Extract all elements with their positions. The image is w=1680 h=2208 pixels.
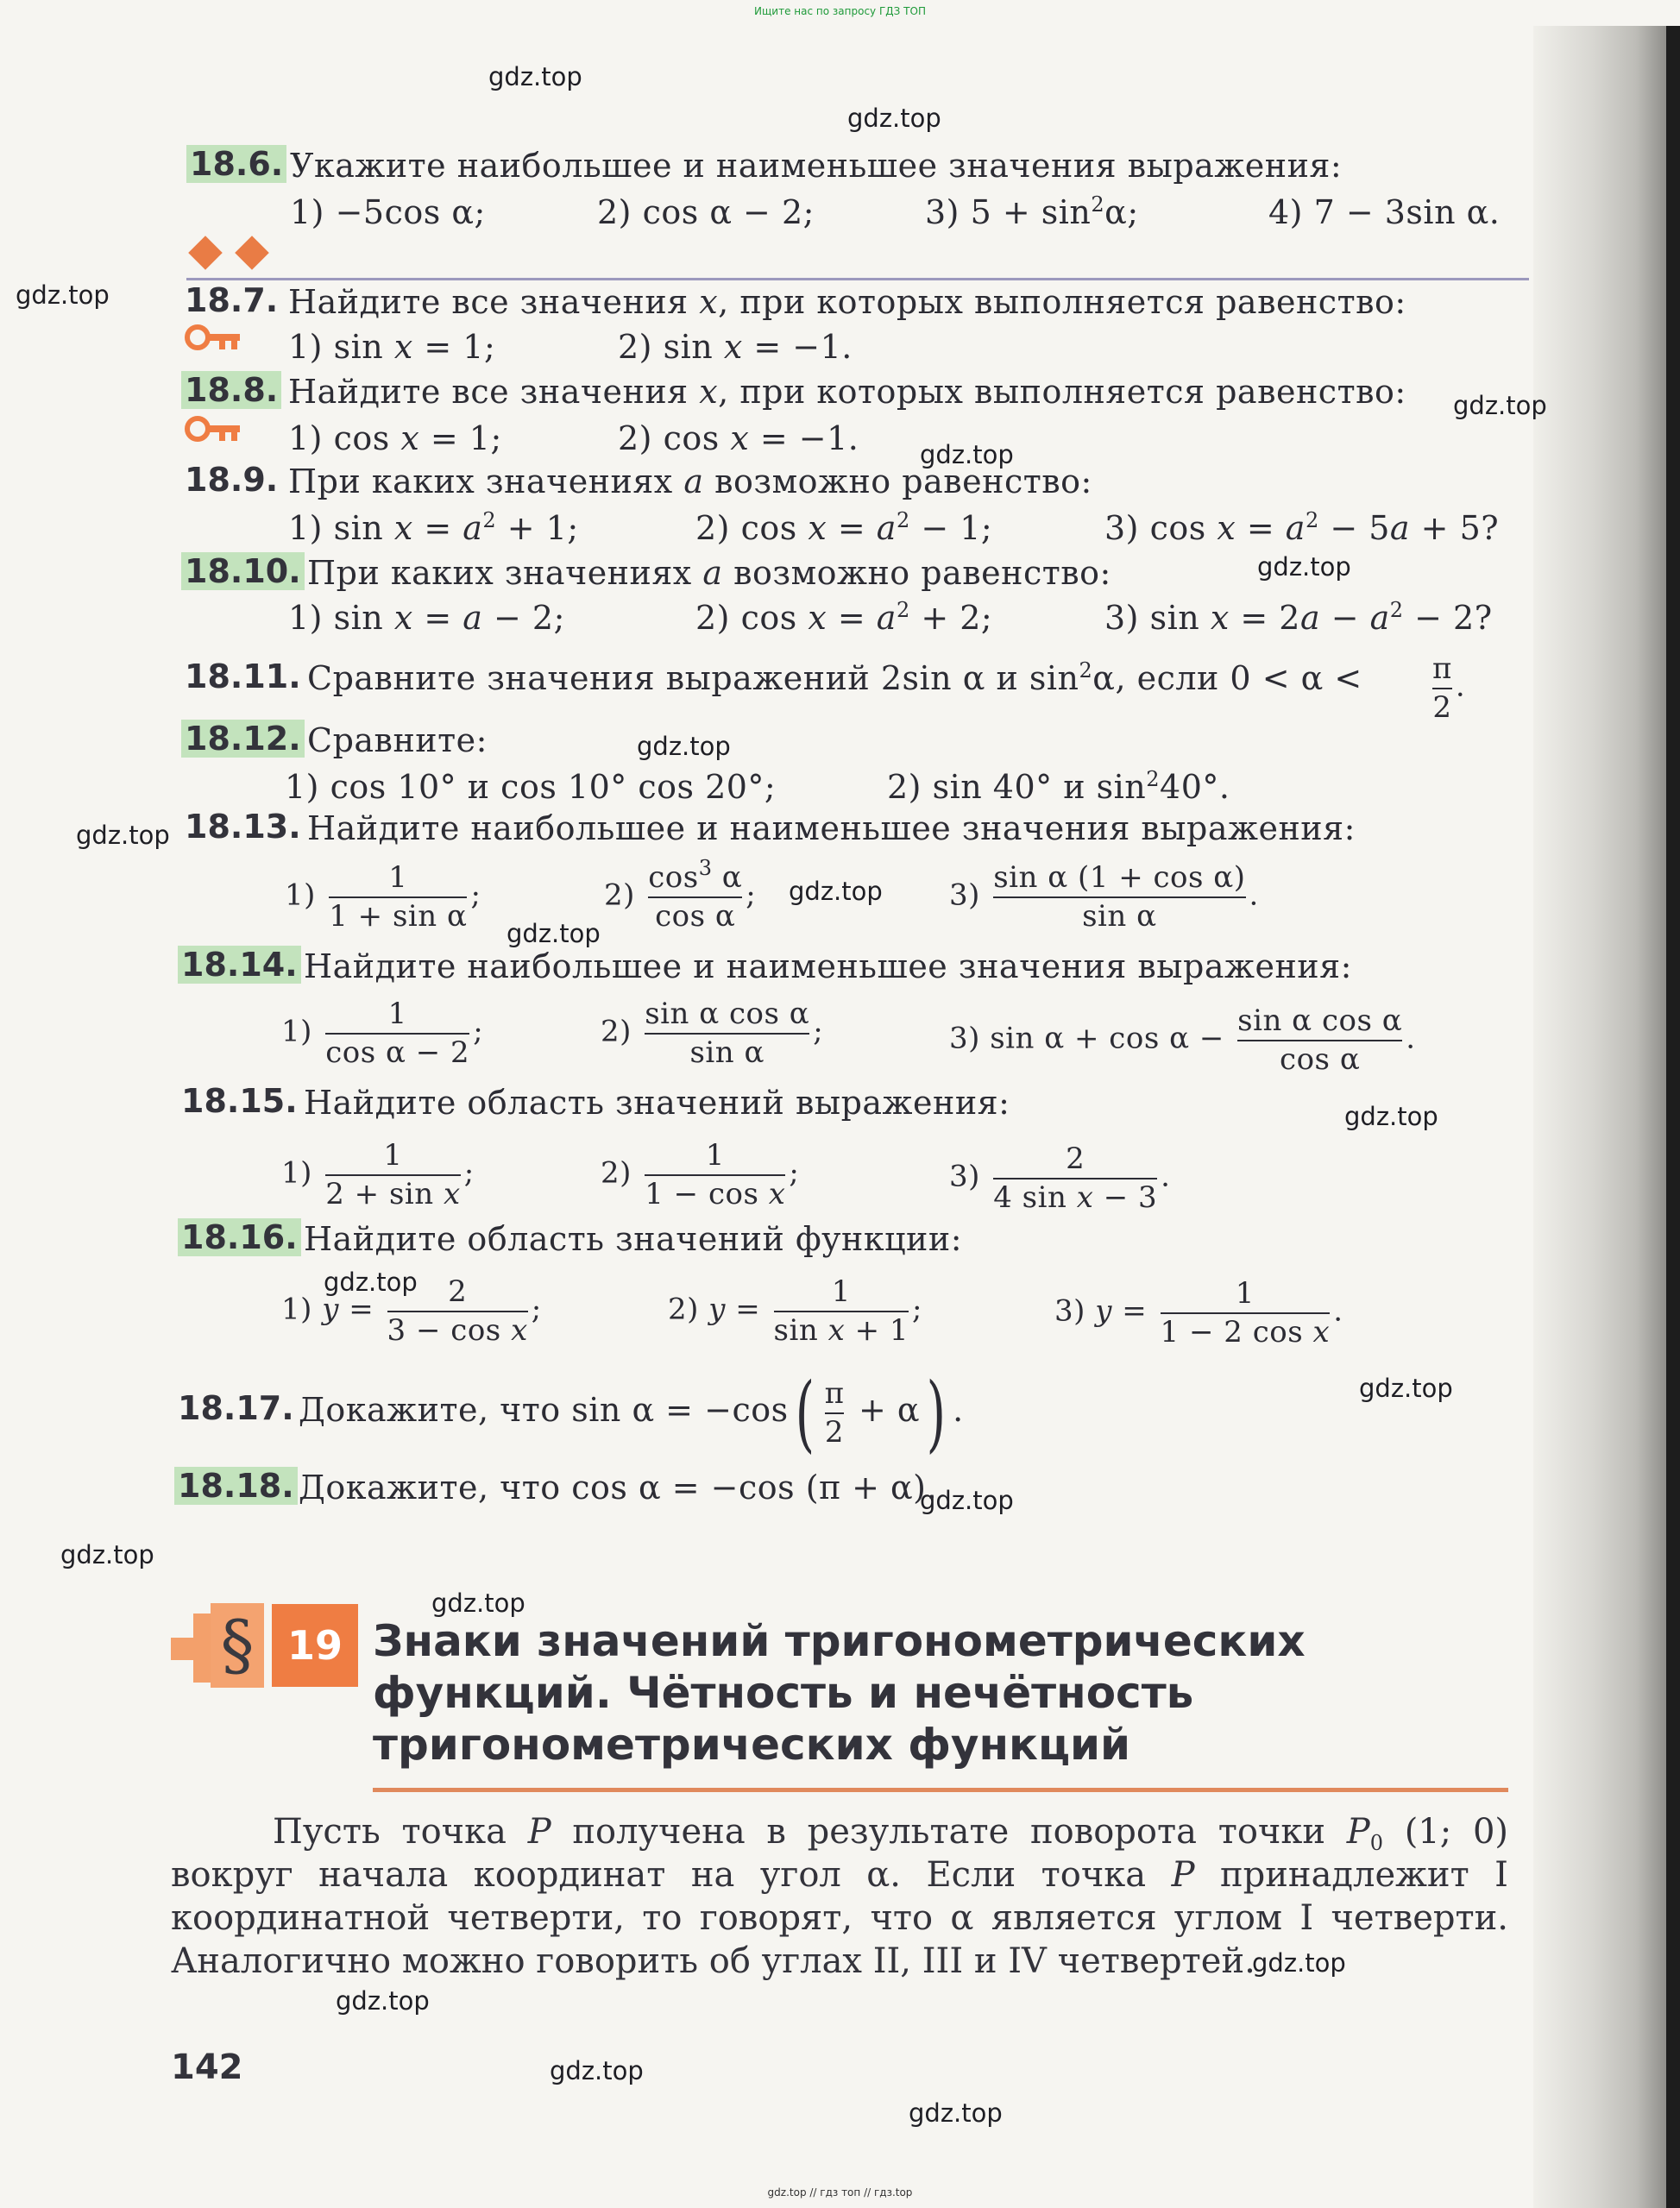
problem-text: Докажите, что cos α = −cos (π + α). (299, 1469, 938, 1507)
problem-text: Сравните значения выражений 2sin α и $\sin^2\alpha$, если 0 < α < (307, 658, 1362, 697)
answer-option: 1) cos x = 1; (288, 419, 502, 457)
problem-number: 18.9. (185, 461, 279, 499)
watermark: gdz.top (488, 62, 582, 91)
fraction-option: 2) $\frac{\text{sin α cos α}}{\text{sin α}}$ ; (601, 997, 824, 1070)
answer-option: 2) sin x = −1. (618, 328, 853, 366)
answer-option: 1) cos 10° и cos 10° cos 20°; (285, 768, 777, 806)
fraction-option: 3) y = $\frac{1}{\text{1 − 2 cos x}}$ . (1054, 1276, 1343, 1349)
problem-number: 18.10. (181, 552, 305, 590)
watermark: gdz.top (1252, 1948, 1346, 1978)
problem-text: Укажите наибольшее и наименьшее значения выражения: (290, 147, 1343, 185)
watermark: gdz.top (16, 280, 110, 310)
book-spine-edge (1666, 26, 1680, 2208)
section-title: Знаки значений тригонометрических функций. Чётность и нечётность тригонометрических функций (373, 1616, 1306, 1770)
key-icon (185, 414, 242, 443)
answer-option: 1) $\sin x = a^2 + 1$; (288, 508, 579, 547)
watermark: gdz.top (431, 1588, 525, 1618)
key-icon (185, 323, 242, 352)
watermark: gdz.top (336, 1986, 430, 2016)
problem-number: 18.13. (185, 808, 301, 846)
watermark: gdz.top (847, 104, 941, 133)
watermark: gdz.top (1257, 552, 1351, 582)
fraction-option: 2) y = $\frac{1}{\text{sin x + 1}}$ ; (668, 1274, 922, 1348)
page-number: 142 (171, 2048, 243, 2087)
answer-option: 2) cos x = −1. (618, 419, 859, 457)
problem-text: Найдите область значений функции: (304, 1220, 963, 1258)
watermark: gdz.top (76, 821, 170, 850)
watermark: gdz.top (1344, 1102, 1438, 1131)
fraction-option: 1) $\frac{1}{\text{2 + sin x}}$ ; (281, 1138, 475, 1211)
diamond-icon (188, 236, 223, 270)
fraction-option: 1) $\frac{1}{\text{1 + sin α}}$ ; (285, 860, 481, 934)
watermark: gdz.top (550, 2056, 644, 2085)
problem-text: Найдите все значения x, при которых выполняется равенство: (288, 283, 1406, 321)
problem-number: 18.15. (181, 1082, 298, 1120)
section-sign-icon: § (211, 1603, 264, 1688)
watermark: gdz.top (1453, 391, 1547, 420)
problem-number: 18.14. (178, 946, 301, 984)
problem-number: 18.12. (181, 720, 305, 758)
watermark: gdz.top (1359, 1374, 1453, 1403)
answer-option: 1) −5cos α; (290, 193, 486, 231)
problem-number: 18.16. (178, 1218, 301, 1256)
fraction-option: 1) $\frac{1}{\text{cos α − 2}}$ ; (281, 997, 484, 1070)
watermark: gdz.top (909, 2098, 1003, 2128)
answer-option: 2) $\cos x = a^2 - 1$; (695, 508, 993, 547)
section-number: 19 (272, 1604, 358, 1687)
problem-number: 18.18. (174, 1467, 298, 1505)
answer-option: 2) $\cos x = a^2 + 2$; (695, 598, 993, 637)
problem-number: 18.8. (181, 371, 281, 409)
fraction-option: 3) sin α + cos α − $\frac{\text{sin α cos α}}{\text{cos α}}$ . (949, 1003, 1416, 1077)
answer-option: 2) sin 40° и $\sin^240^\circ$. (887, 767, 1230, 806)
problem-text: Найдите наибольшее и наименьшее значения выражения: (307, 809, 1356, 847)
problem-number: 18.6. (186, 145, 286, 183)
answer-option: 1) sin x = 1; (288, 328, 496, 366)
fraction-option: 3) $\frac{2}{\text{4 sin x − 3}}$ . (949, 1142, 1171, 1215)
fraction-option: 1) y = $\frac{2}{\text{3 − cos x}}$ ; (281, 1274, 542, 1348)
watermark: gdz.top (60, 1540, 154, 1570)
body-paragraph: Пусть точка P получена в результате поворота точки $P_0$ (1; 0) вокруг начала координат на угол α. Если точка P принадлежит I координатной четверти, то говорят, что α является углом I четверти. Аналогично можно говорить об углах II, III и IV четвертей. (171, 1812, 1509, 1981)
problem-number: 18.11. (185, 657, 301, 695)
watermark: gdz.top (920, 440, 1014, 469)
problem-number: 18.7. (185, 281, 279, 319)
problem-text: Докажите, что sin α = −cos( $\frac{\pi}{2}$ + α) . (299, 1364, 964, 1462)
answer-option: 1) sin x = a − 2; (288, 599, 565, 637)
header-note: Ищите нас по запросу ГДЗ ТОП (754, 5, 926, 17)
problem-text: Сравните: (307, 721, 488, 759)
problem-text: Найдите все значения x, при которых выполняется равенство: (288, 373, 1406, 411)
problem-text: При каких значениях a возможно равенство: (288, 462, 1092, 500)
watermark: gdz.top (789, 877, 883, 906)
fraction-option: 2) $\frac{1}{\text{1 − cos x}}$ ; (601, 1138, 800, 1211)
footer-note: gdz.top // гдз топ // гдз.top (767, 2186, 913, 2199)
fraction: $\frac{\pi}{2}$ . (1432, 651, 1466, 725)
fraction-option: 3) $\frac{\text{sin α (1 + cos α)}}{\text{sin α}}$ . (949, 860, 1259, 934)
section-title-underline (373, 1788, 1508, 1792)
difficulty-divider (186, 278, 1529, 280)
watermark: gdz.top (324, 1268, 418, 1297)
watermark: gdz.top (637, 732, 731, 761)
problem-text: При каких значениях a возможно равенство: (307, 554, 1111, 592)
book-spine-shadow (1533, 26, 1680, 2208)
answer-option: 3) $5 + \sin^2\alpha$; (925, 192, 1139, 231)
fraction-option: 2) $\frac{\cos^3 \alpha}{\text{cos α}}$ ; (604, 856, 757, 934)
answer-option: 2) cos α − 2; (597, 193, 815, 231)
answer-option: 3) $\cos x = a^2 - 5a + 5$? (1104, 508, 1500, 547)
diamond-icon (235, 236, 269, 270)
answer-option: 4) 7 − 3sin α. (1268, 193, 1501, 231)
watermark: gdz.top (920, 1486, 1014, 1515)
problem-text: Найдите наибольшее и наименьшее значения выражения: (304, 947, 1352, 985)
answer-option: 3) $\sin x = 2a - a^2 - 2$? (1104, 598, 1493, 637)
watermark: gdz.top (507, 919, 601, 948)
problem-number: 18.17. (178, 1389, 294, 1427)
problem-text: Найдите область значений выражения: (304, 1084, 1010, 1122)
